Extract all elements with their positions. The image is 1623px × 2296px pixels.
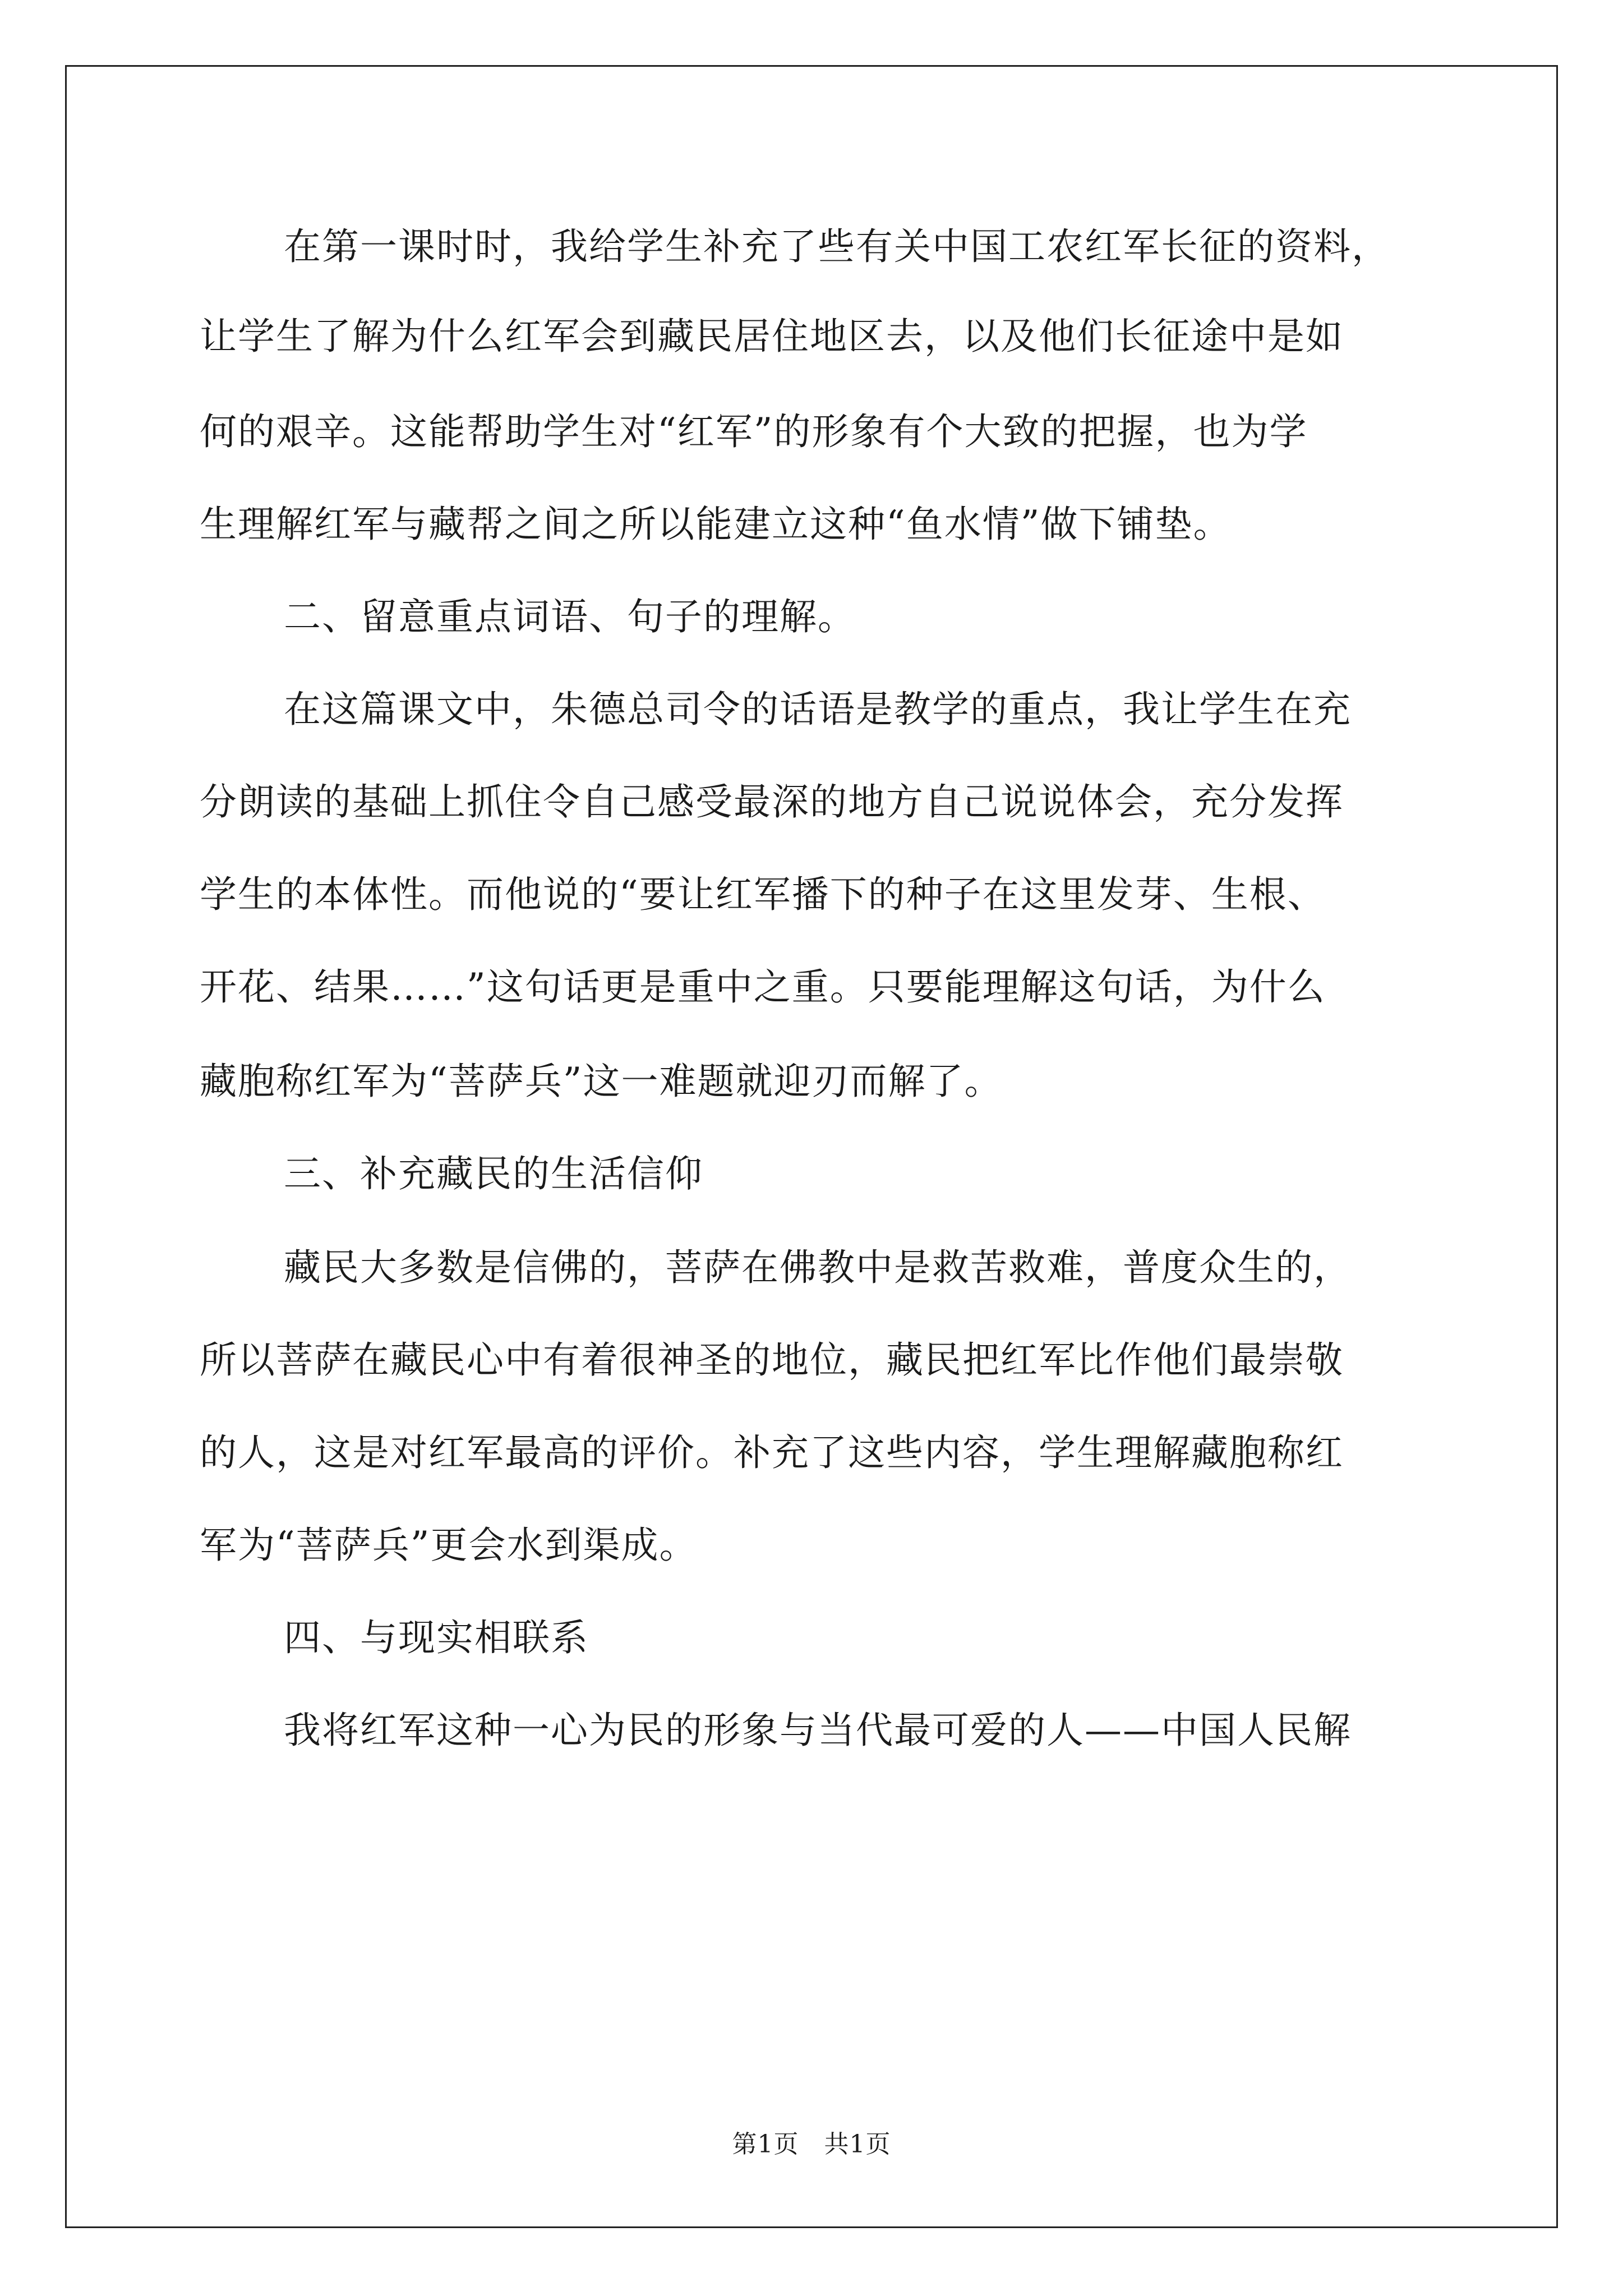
paragraph-line: 何的艰辛。这能帮助学生对“红军”的形象有个大致的把握，也为学 bbox=[200, 410, 1308, 453]
paragraph-line: 分朗读的基础上抓住令自己感受最深的地方自己说说体会，充分发挥 bbox=[200, 780, 1344, 823]
page-number-footer: 第1页 共1页 bbox=[732, 2130, 891, 2159]
section-heading: 三、补充藏民的生活信仰 bbox=[284, 1152, 703, 1195]
page-border bbox=[65, 65, 1558, 2228]
paragraph-line: 在这篇课文中，朱德总司令的话语是教学的重点，我让学生在充 bbox=[284, 688, 1352, 731]
paragraph-line: 军为“菩萨兵”更会水到渠成。 bbox=[200, 1524, 698, 1567]
paragraph-line: 我将红军这种一心为民的形象与当代最可爱的人——中国人民解 bbox=[284, 1709, 1352, 1752]
paragraph-line: 让学生了解为什么红军会到藏民居住地区去，以及他们长征途中是如 bbox=[200, 315, 1344, 358]
paragraph-line: 生理解红军与藏帮之间之所以能建立这种“鱼水情”做下铺垫。 bbox=[200, 503, 1232, 546]
section-heading: 二、留意重点词语、句子的理解。 bbox=[284, 595, 856, 638]
paragraph-line: 所以菩萨在藏民心中有着很神圣的地位，藏民把红军比作他们最崇敬 bbox=[200, 1338, 1344, 1382]
paragraph-line: 开花、结果……”这句话更是重中之重。只要能理解这句话，为什么 bbox=[200, 965, 1326, 1009]
paragraph-line: 藏胞称红军为“菩萨兵”这一难题就迎刃而解了。 bbox=[200, 1060, 1003, 1103]
section-heading: 四、与现实相联系 bbox=[284, 1616, 589, 1659]
paragraph-line: 藏民大多数是信佛的，菩萨在佛教中是救苦救难，普度众生的， bbox=[284, 1246, 1352, 1289]
paragraph-line: 在第一课时时，我给学生补充了些有关中国工农红军长征的资料， bbox=[284, 225, 1390, 268]
paragraph-line: 的人，这是对红军最高的评价。补充了这些内容，学生理解藏胞称红 bbox=[200, 1431, 1344, 1474]
paragraph-line: 学生的本体性。而他说的“要让红军播下的种子在这里发芽、生根、 bbox=[200, 873, 1326, 916]
